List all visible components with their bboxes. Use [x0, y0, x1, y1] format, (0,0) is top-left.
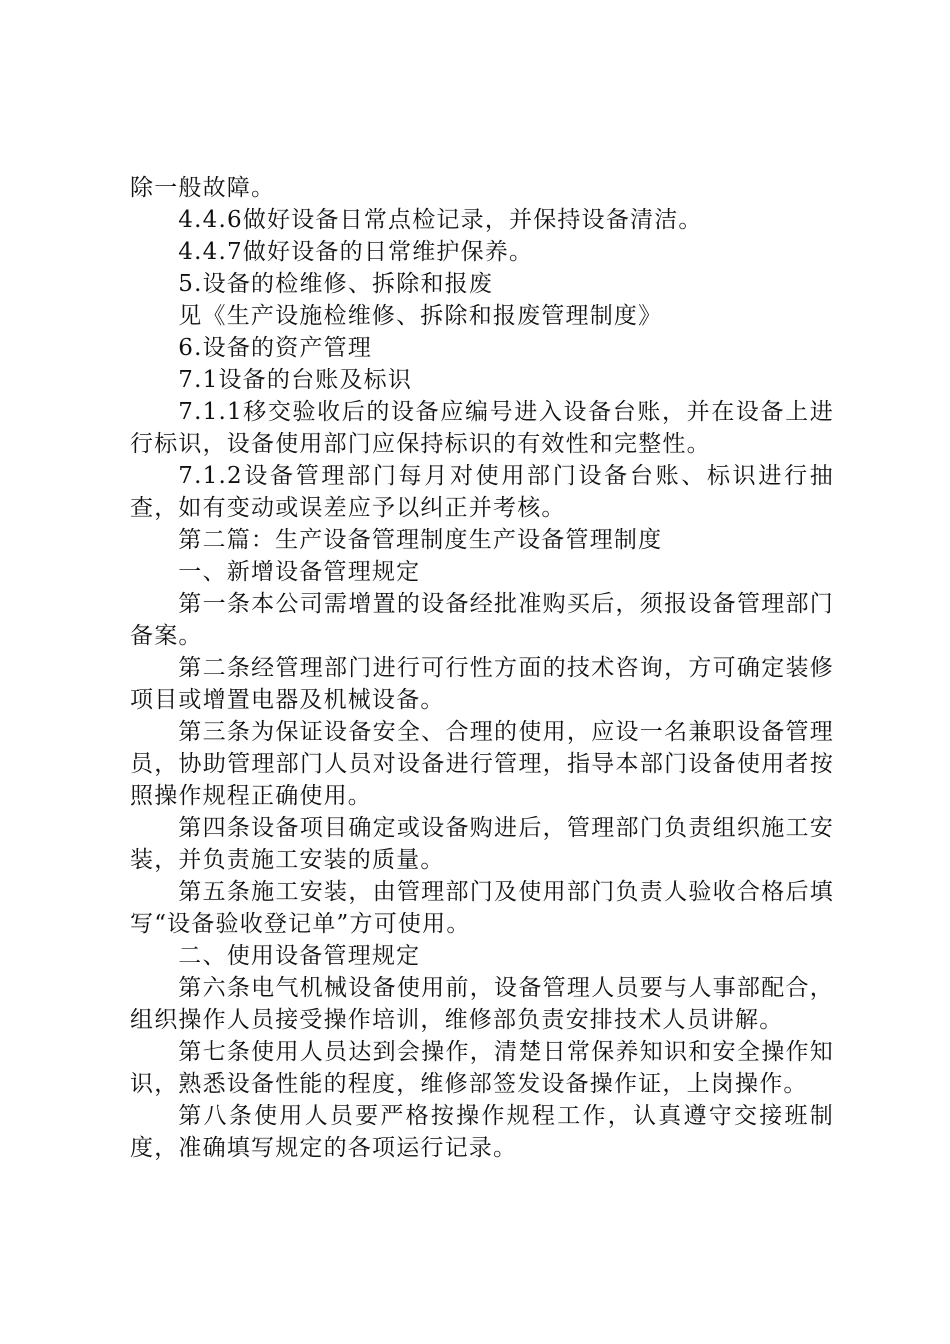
article-paragraph: 第六条电气机械设备使用前，设备管理人员要与人事部配合，组织操作人员接受操作培训，维修部负责安排技术人员讲解。	[130, 975, 834, 1033]
section-heading: 7.1设备的台账及标识	[178, 367, 413, 393]
article-paragraph: 第五条施工安装，由管理部门及使用部门负责人验收合格后填写“设备验收登记单”方可使用。	[130, 879, 834, 937]
section-heading: 二、使用设备管理规定	[178, 943, 421, 969]
article-paragraph: 第二条经管理部门进行可行性方面的技术咨询，方可确定装修项目或增置电器及机械设备。	[130, 655, 834, 713]
paragraph: 4.4.7做好设备的日常维护保养。	[178, 239, 534, 265]
paragraph: 7.1.1移交验收后的设备应编号进入设备台账，并在设备上进行标识，设备使用部门应保持标识的有效性和完整性。	[130, 399, 834, 457]
paragraph: 见《生产设施检维修、拆除和报废管理制度》	[178, 303, 663, 329]
paragraph: 7.1.2设备管理部门每月对使用部门设备台账、标识进行抽查，如有变动或误差应予以纠正并考核。	[130, 463, 834, 521]
paragraph: 除一般故障。	[130, 175, 276, 201]
chapter-title: 第二篇：生产设备管理制度生产设备管理制度	[178, 527, 663, 553]
document-body	[130, 172, 834, 1164]
article-paragraph: 第三条为保证设备安全、合理的使用，应设一名兼职设备管理员，协助管理部门人员对设备进行管理，指导本部门设备使用者按照操作规程正确使用。	[130, 719, 834, 809]
article-paragraph: 第八条使用人员要严格按操作规程工作，认真遵守交接班制度，准确填写规定的各项运行记录。	[130, 1103, 834, 1161]
paragraph: 4.4.6做好设备日常点检记录，并保持设备清洁。	[178, 207, 703, 233]
section-heading: 一、新增设备管理规定	[178, 559, 421, 585]
section-heading: 6.设备的资产管理	[178, 335, 373, 361]
article-paragraph: 第一条本公司需增置的设备经批准购买后，须报设备管理部门备案。	[130, 591, 834, 649]
section-heading: 5.设备的检维修、拆除和报废	[178, 271, 494, 297]
article-paragraph: 第七条使用人员达到会操作，清楚日常保养知识和安全操作知识，熟悉设备性能的程度，维修部签发设备操作证，上岗操作。	[130, 1039, 834, 1097]
article-paragraph: 第四条设备项目确定或设备购进后，管理部门负责组织施工安装，并负责施工安装的质量。	[130, 815, 834, 873]
